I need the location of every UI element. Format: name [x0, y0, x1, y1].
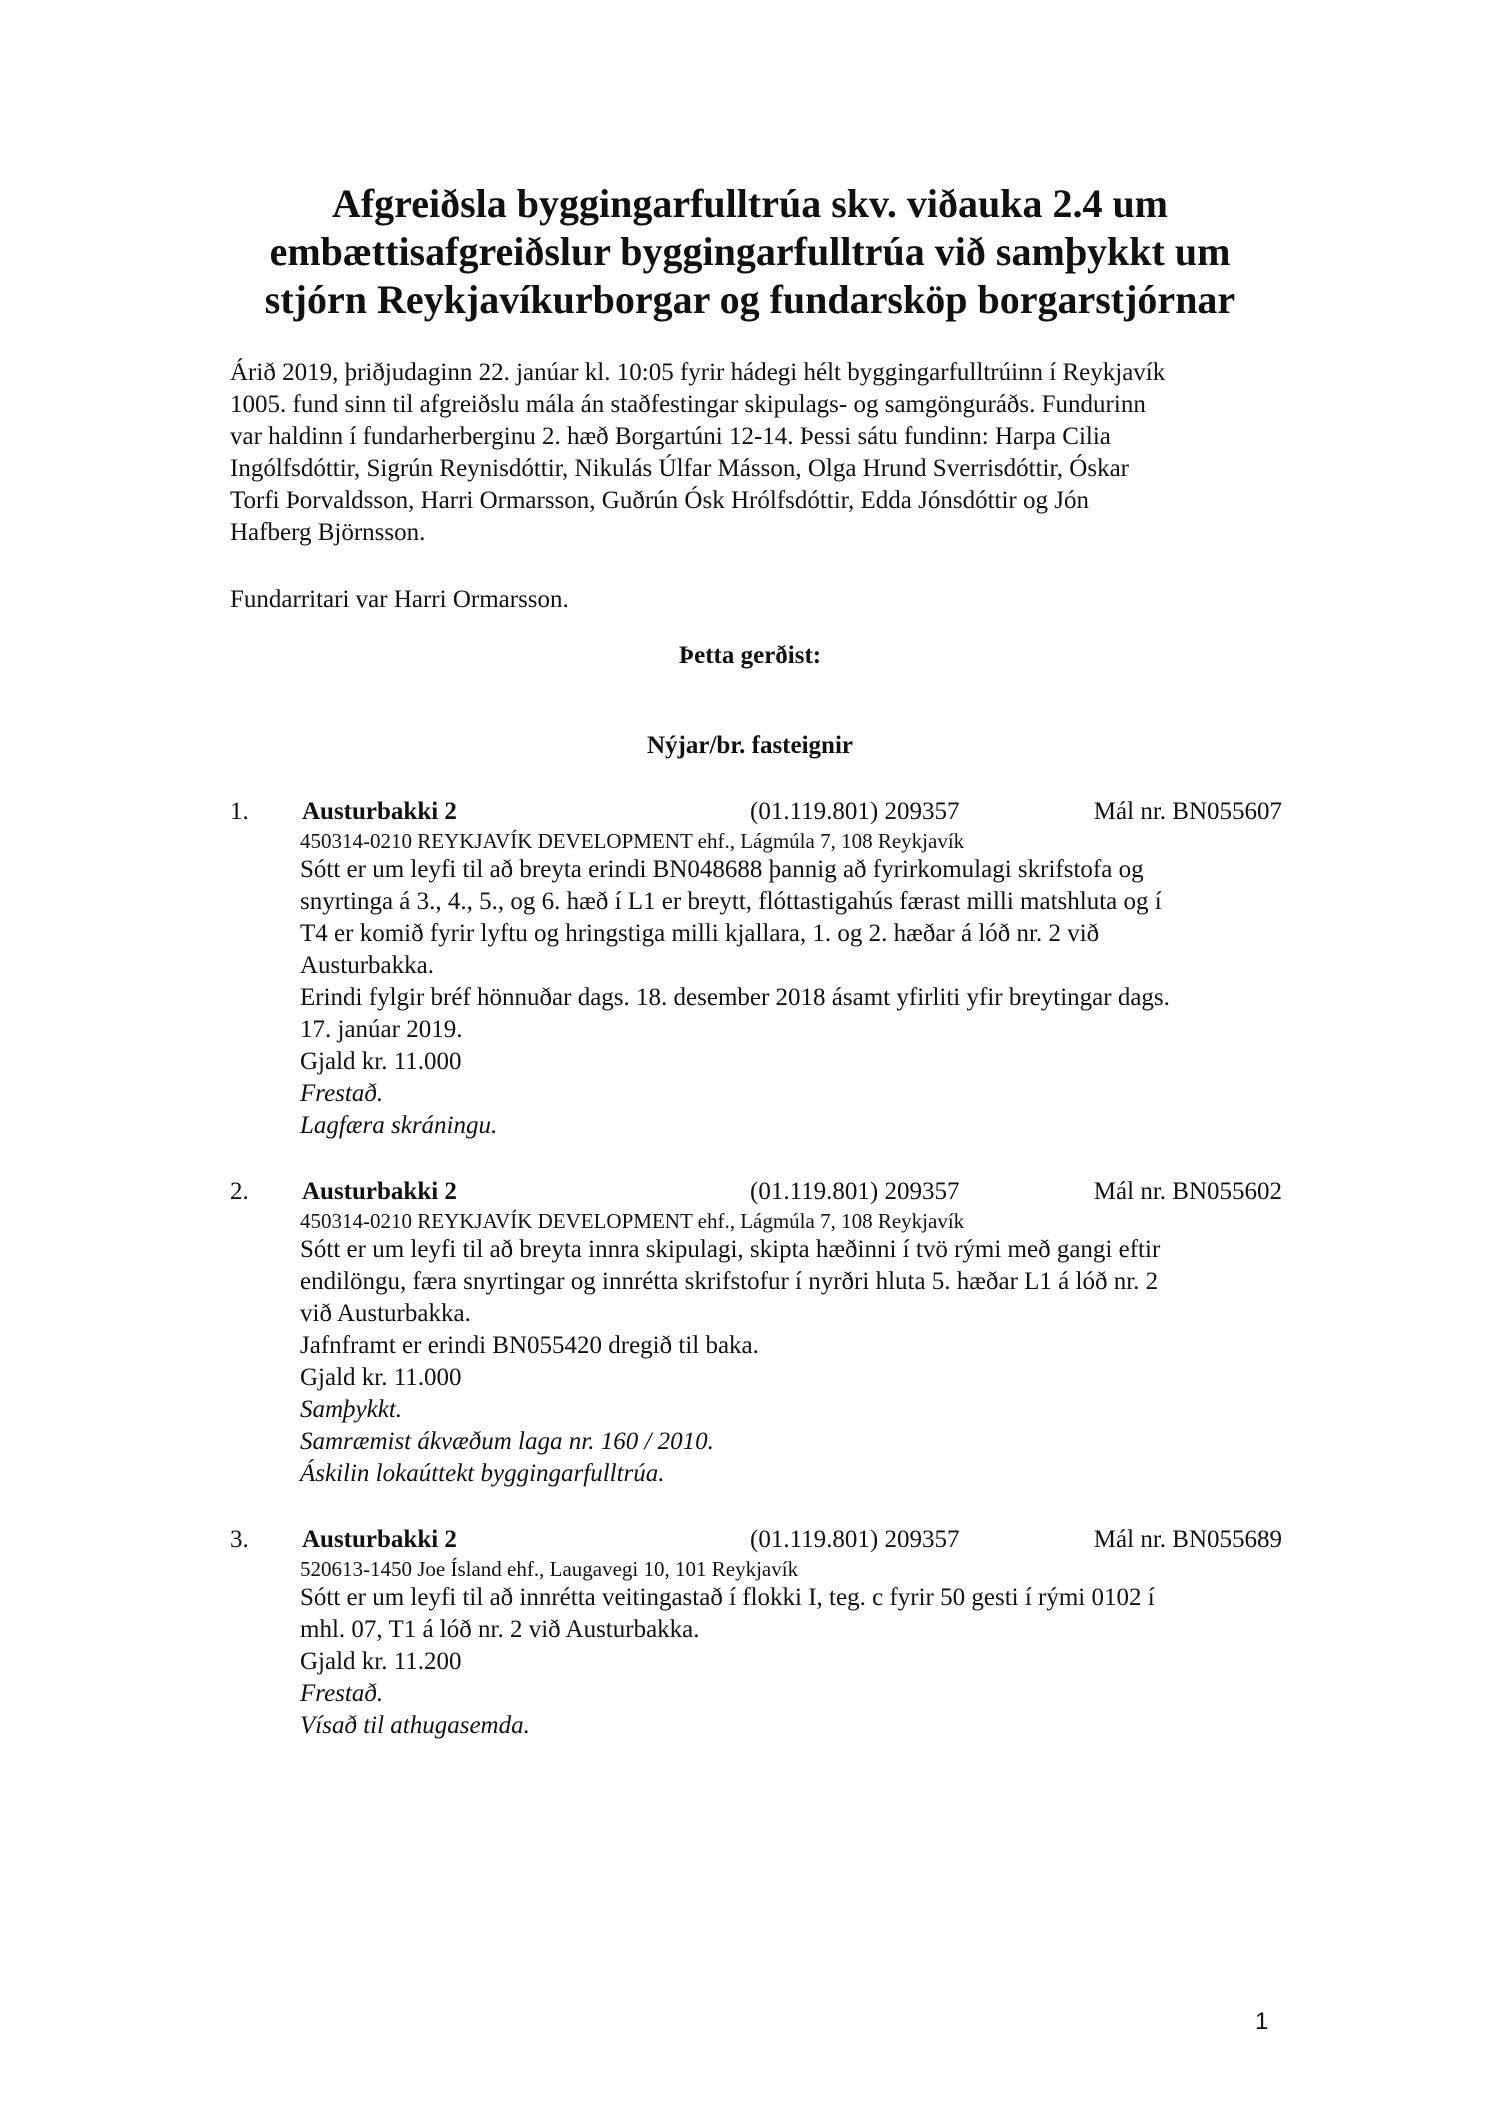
- intro-line: Ingólfsdóttir, Sigrún Reynisdóttir, Nikulás Úlfar Másson, Olga Hrund Sverrisdóttir, Óskar: [230, 455, 1129, 482]
- case-text-line: Austurbakka.: [300, 952, 434, 979]
- case-decision: Samþykkt.: [300, 1396, 403, 1423]
- title-line: Afgreiðsla byggingarfulltrúa skv. viðauka 2.4 um: [331, 181, 1169, 226]
- case-fee: Gjald kr. 11.200: [300, 1648, 462, 1675]
- case-header: [230, 1176, 1282, 1208]
- case-decision: Frestað.: [300, 1080, 384, 1107]
- case-address: Austurbakki 2: [302, 1178, 457, 1205]
- case-id: Mál nr. BN055607: [1093, 798, 1282, 825]
- meeting-intro: [230, 357, 1280, 549]
- case-text-line: Jafnframt er erindi BN055420 dregið til baka.: [300, 1332, 759, 1359]
- title-line: stjórn Reykjavíkurborgar og fundarsköp borgarstjórnar: [264, 277, 1236, 322]
- applicant: 520613-1450 Joe Ísland ehf., Laugavegi 10, 101 Reykjavík: [300, 1557, 799, 1581]
- land-number: (01.119.801) 209357: [750, 1526, 960, 1553]
- case-text-line: Sótt er um leyfi til að breyta innra skipulagi, skipta hæðinni í tvö rými með gangi eftir: [300, 1236, 1161, 1263]
- case-decision-note: Lagfæra skráningu.: [300, 1112, 498, 1139]
- case-text-line: Erindi fylgir bréf hönnuðar dags. 18. desember 2018 ásamt yfirliti yfir breytingar dags.: [300, 984, 1170, 1011]
- case-number: 2.: [230, 1178, 249, 1205]
- intro-line: Torfi Þorvaldsson, Harri Ormarsson, Guðrún Ósk Hrólfsdóttir, Edda Jónsdóttir og Jón: [230, 487, 1089, 514]
- case-item: [230, 1176, 1282, 1490]
- case-address: Austurbakki 2: [302, 1526, 457, 1553]
- heading-happened: Þetta gerðist:: [678, 642, 822, 669]
- case-text-line: T4 er komið fyrir lyftu og hringstiga milli kjallara, 1. og 2. hæðar á lóð nr. 2 við: [300, 920, 1100, 947]
- case-text-line: 17. janúar 2019.: [300, 1016, 463, 1043]
- land-number: (01.119.801) 209357: [750, 798, 960, 825]
- case-id: Mál nr. BN055602: [1093, 1178, 1282, 1205]
- case-text-line: við Austurbakka.: [300, 1300, 471, 1327]
- title-line: embættisafgreiðslur byggingarfulltrúa við samþykkt um: [269, 229, 1231, 274]
- applicant: 450314-0210 REYKJAVÍK DEVELOPMENT ehf., Lágmúla 7, 108 Reykjavík: [300, 1209, 965, 1233]
- meeting-secretary: Fundarritari var Harri Ormarsson.: [230, 586, 569, 613]
- case-fee: Gjald kr. 11.000: [300, 1048, 462, 1075]
- intro-line: var haldinn í fundarherberginu 2. hæð Borgartúni 12-14. Þessi sátu fundinn: Harpa Cilia: [230, 423, 1111, 450]
- case-decision-note: Áskilin lokaúttekt byggingarfulltrúa.: [300, 1460, 665, 1487]
- case-decision: Frestað.: [300, 1680, 384, 1707]
- case-number: 1.: [230, 798, 249, 825]
- page-number: 1: [1255, 2008, 1269, 2035]
- intro-line: Árið 2019, þriðjudaginn 22. janúar kl. 10:05 fyrir hádegi hélt byggingarfulltrúinn í Reykjavík: [230, 359, 1166, 386]
- case-decision-note: Samræmist ákvæðum laga nr. 160 / 2010.: [300, 1428, 714, 1455]
- case-id: Mál nr. BN055689: [1093, 1526, 1282, 1553]
- case-number: 3.: [230, 1526, 249, 1553]
- case-header: [230, 1524, 1282, 1556]
- land-number: (01.119.801) 209357: [750, 1178, 960, 1205]
- case-item: [230, 796, 1282, 1142]
- case-decision-note: Vísað til athugasemda.: [300, 1712, 530, 1739]
- case-text-line: Sótt er um leyfi til að breyta erindi BN048688 þannig að fyrirkomulagi skrifstofa og: [300, 856, 1144, 883]
- case-text-line: snyrtinga á 3., 4., 5., og 6. hæð í L1 er breytt, flóttastigahús færast milli matshluta og í: [300, 888, 1162, 915]
- intro-line: 1005. fund sinn til afgreiðslu mála án staðfestingar skipulags- og samgönguráðs. Fundurinn: [230, 391, 1146, 418]
- applicant: 450314-0210 REYKJAVÍK DEVELOPMENT ehf., Lágmúla 7, 108 Reykjavík: [300, 829, 965, 853]
- case-fee: Gjald kr. 11.000: [300, 1364, 462, 1391]
- document-title: [230, 180, 1270, 324]
- case-address: Austurbakki 2: [302, 798, 457, 825]
- case-text-line: Sótt er um leyfi til að innrétta veitingastað í flokki I, teg. c fyrir 50 gesti í rými 0102 í: [300, 1584, 1155, 1611]
- intro-line: Hafberg Björnsson.: [230, 519, 426, 546]
- case-header: [230, 796, 1282, 828]
- case-text-line: endilöngu, færa snyrtingar og innrétta skrifstofur í nyrðri hluta 5. hæðar L1 á lóð nr. 2: [300, 1268, 1159, 1295]
- case-text-line: mhl. 07, T1 á lóð nr. 2 við Austurbakka.: [300, 1616, 700, 1643]
- case-item: [230, 1524, 1282, 1742]
- section-heading: Nýjar/br. fasteignir: [647, 732, 853, 759]
